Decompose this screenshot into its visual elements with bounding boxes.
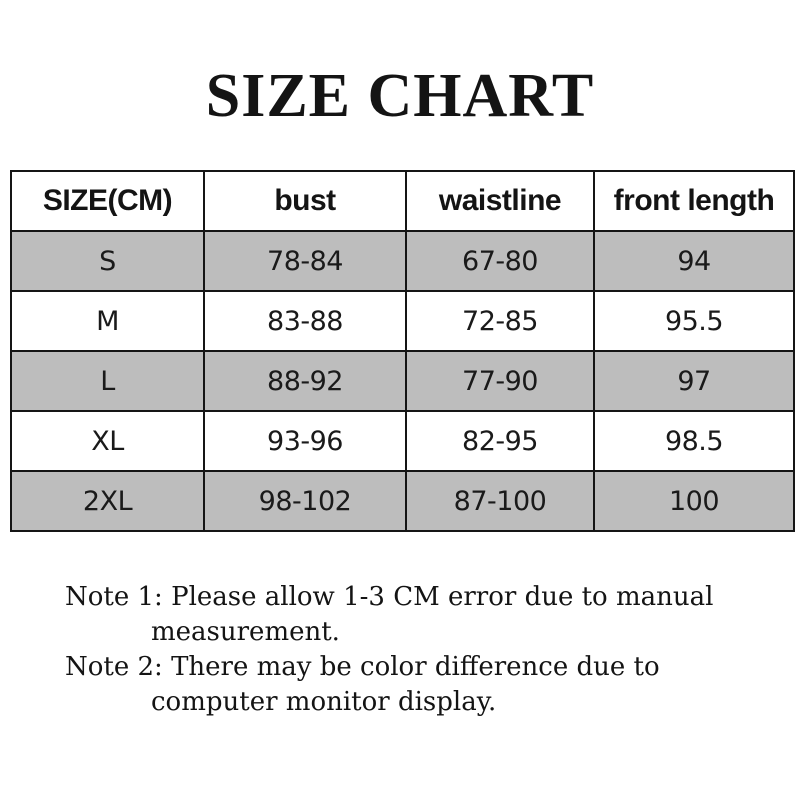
table-row-m <box>11 291 794 351</box>
table-row-2xl <box>11 471 794 531</box>
size-cell: 2XL <box>11 471 204 531</box>
front-length-cell: 98.5 <box>594 411 794 471</box>
table-row-l <box>11 351 794 411</box>
waistline-cell: 67-80 <box>406 231 594 291</box>
notes-section <box>65 580 765 720</box>
size-cell: S <box>11 231 204 291</box>
bust-cell: 78-84 <box>204 231 406 291</box>
front-length-cell: 97 <box>594 351 794 411</box>
note-1-line-2: measurement. <box>151 617 340 647</box>
front-length-cell: 94 <box>594 231 794 291</box>
header-waistline: waistline <box>406 171 594 231</box>
size-chart-table <box>10 170 795 532</box>
table-row-s <box>11 231 794 291</box>
note-1-line-1: Note 1: Please allow 1-3 CM error due to manual <box>65 582 714 612</box>
front-length-cell: 95.5 <box>594 291 794 351</box>
note-2-line-1: Note 2: There may be color difference due to <box>65 652 660 682</box>
waistline-cell: 77-90 <box>406 351 594 411</box>
header-front-length: front length <box>594 171 794 231</box>
front-length-cell: 100 <box>594 471 794 531</box>
waistline-cell: 87-100 <box>406 471 594 531</box>
size-cell: L <box>11 351 204 411</box>
bust-cell: 83-88 <box>204 291 406 351</box>
page-title: SIZE CHART <box>205 62 595 130</box>
table-row-xl <box>11 411 794 471</box>
waistline-cell: 72-85 <box>406 291 594 351</box>
size-cell: XL <box>11 411 204 471</box>
header-row <box>11 171 794 231</box>
size-cell: M <box>11 291 204 351</box>
bust-cell: 93-96 <box>204 411 406 471</box>
bust-cell: 98-102 <box>204 471 406 531</box>
header-bust: bust <box>204 171 406 231</box>
note-2-line-2: computer monitor display. <box>151 687 497 717</box>
waistline-cell: 82-95 <box>406 411 594 471</box>
bust-cell: 88-92 <box>204 351 406 411</box>
header-size: SIZE(CM) <box>11 171 204 231</box>
